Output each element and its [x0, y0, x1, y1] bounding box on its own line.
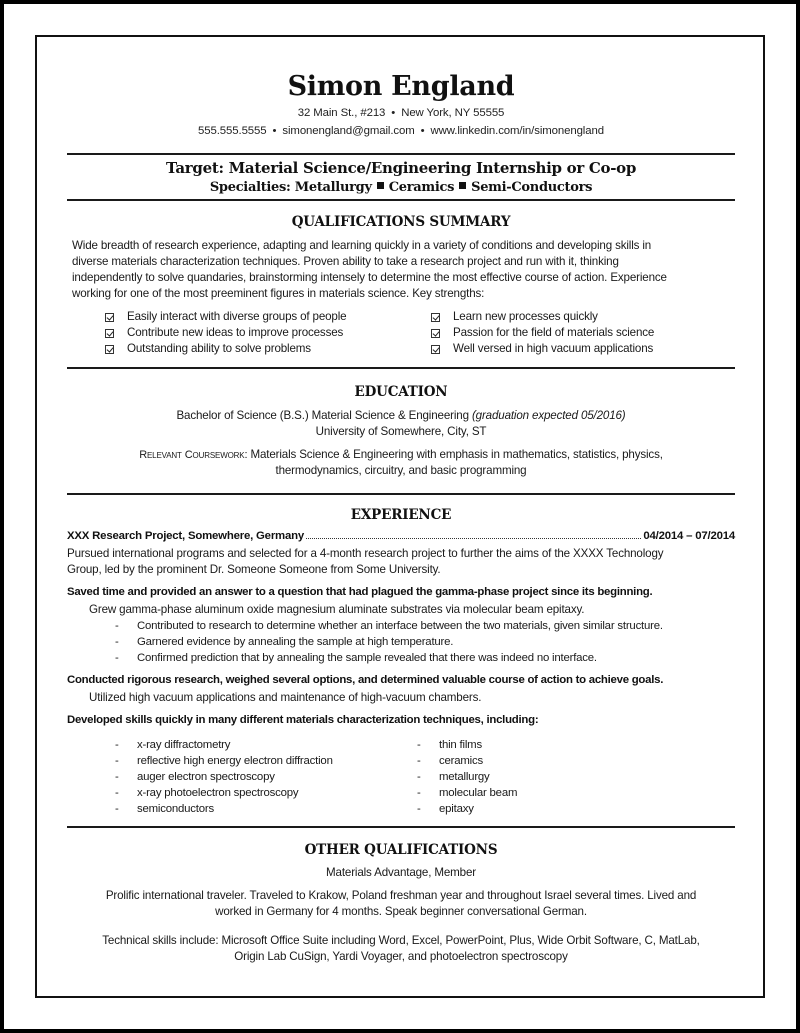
specialties-line: [67, 180, 735, 195]
text-line: Group, led by the prominent Dr. Someone Someone from Some University.: [67, 563, 441, 576]
technique-item: [417, 769, 517, 785]
text-line: Origin Lab CuSign, Yardi Voyager, and photoelectron spectroscopy: [234, 950, 568, 963]
job-heading: [67, 530, 735, 542]
section-title-qualifications: QUALIFICATIONS SUMMARY: [291, 214, 511, 230]
dash-bullet-icon: -: [115, 803, 119, 815]
dash-bullet-icon: -: [417, 787, 421, 799]
dash-bullet-icon: -: [115, 620, 119, 632]
technique-item: [417, 753, 517, 769]
coursework-label: Relevant Coursework:: [139, 449, 248, 461]
achievement-bullets: [115, 618, 663, 666]
section-title-education: EDUCATION: [354, 384, 448, 400]
technique-item: [115, 753, 333, 769]
techniques-right: [417, 737, 517, 817]
technique-text: x-ray diffractometry: [137, 739, 231, 751]
coursework: [67, 447, 735, 479]
bullet-item: [115, 618, 663, 634]
achievement-headline: Conducted rigorous research, weighed several options, and determined valuable course of action to achieve goals.: [67, 674, 664, 686]
bullet-item: [115, 634, 663, 650]
email-link[interactable]: simonengland@gmail.com: [282, 125, 415, 137]
dash-bullet-icon: -: [115, 755, 119, 767]
strength-item: [431, 341, 654, 357]
city: New York, NY 55555: [401, 107, 505, 119]
strength-item: [431, 309, 654, 325]
candidate-name: Simon England: [287, 71, 515, 102]
checkbox-checked-icon: [105, 313, 114, 322]
dash-bullet-icon: -: [417, 739, 421, 751]
achievement-headline: Saved time and provided an answer to a question that had plagued the gamma-phase project since its beginning.: [67, 586, 653, 598]
degree: Bachelor of Science (B.S.) Material Science & Engineering: [176, 409, 469, 422]
technique-item: [115, 801, 333, 817]
technique-item: [417, 785, 517, 801]
checkbox-checked-icon: [105, 329, 114, 338]
address: 32 Main St., #213: [297, 107, 386, 119]
linkedin-link[interactable]: www.linkedin.com/in/simonengland: [430, 125, 604, 137]
job-dates: 04/2014 – 07/2014: [643, 530, 735, 542]
strength-text: Learn new processes quickly: [453, 310, 598, 323]
bullet-separator: •: [420, 125, 425, 137]
contact-line: [67, 125, 735, 137]
graduation-date: (graduation expected 05/2016): [471, 409, 626, 422]
divider: [67, 826, 735, 828]
technique-text: molecular beam: [439, 787, 518, 799]
technique-text: x-ray photoelectron spectroscopy: [137, 787, 299, 799]
degree-line: [67, 408, 735, 424]
divider: [67, 493, 735, 495]
dotted-leader: [306, 538, 641, 539]
technique-item: [115, 737, 333, 753]
text-line: Wide breadth of research experience, adapting and learning quickly in a variety of conditions and developing skills in: [72, 239, 652, 252]
technique-text: semiconductors: [137, 803, 214, 815]
strength-item: [105, 341, 346, 357]
section-title-experience: EXPERIENCE: [350, 507, 452, 523]
bullet-item: [115, 650, 663, 666]
dash-bullet-icon: -: [115, 787, 119, 799]
job-title: XXX Research Project, Somewhere, Germany: [67, 530, 305, 542]
technical-skills: [67, 933, 735, 965]
technique-text: thin films: [439, 739, 482, 751]
address-line: [67, 107, 735, 119]
strengths-right: [431, 309, 654, 357]
dash-bullet-icon: -: [115, 636, 119, 648]
specialty: Metallurgy: [294, 180, 372, 195]
coursework-text: Materials Science & Engineering with emphasis in mathematics, statistics, physics,: [250, 448, 663, 461]
text-line: independently to solve quandaries, brainstorming intensely to determine the most effective course of action. Experience: [72, 271, 667, 284]
checkbox-checked-icon: [431, 313, 440, 322]
membership: Materials Advantage, Member: [326, 866, 476, 879]
divider: [67, 199, 735, 201]
technique-item: [417, 801, 517, 817]
job-summary: [67, 546, 735, 578]
strength-text: Passion for the field of materials science: [453, 326, 655, 339]
divider: [67, 153, 735, 155]
technique-text: epitaxy: [439, 803, 474, 815]
technique-item: [115, 769, 333, 785]
school: University of Somewhere, City, ST: [315, 425, 487, 438]
strength-item: [105, 325, 346, 341]
strength-item: [105, 309, 346, 325]
dash-bullet-icon: -: [417, 771, 421, 783]
techniques-left: [115, 737, 333, 817]
technique-item: [417, 737, 517, 753]
dash-bullet-icon: -: [417, 755, 421, 767]
technique-text: auger electron spectroscopy: [137, 771, 275, 783]
specialty: Semi-Conductors: [471, 180, 593, 195]
bullet-separator: •: [391, 107, 396, 119]
strength-text: Contribute new ideas to improve processes: [127, 326, 344, 339]
text-line: Pursued international programs and selected for a 4-month research project to further the aims of the XXXX Technology: [67, 547, 664, 560]
square-bullet-icon: [459, 182, 466, 189]
phone: 555.555.5555: [198, 125, 267, 137]
bullet-separator: •: [272, 125, 277, 137]
technique-text: metallurgy: [439, 771, 490, 783]
checkbox-checked-icon: [431, 345, 440, 354]
achievement-headline: Developed skills quickly in many different materials characterization techniques, including:: [67, 714, 539, 726]
strength-text: Well versed in high vacuum applications: [453, 342, 654, 355]
strengths-left: [105, 309, 346, 357]
achievement-detail: Grew gamma-phase aluminum oxide magnesium aluminate substrates via molecular beam epitaxy.: [89, 603, 585, 616]
text-line: Technical skills include: Microsoft Office Suite including Word, Excel, PowerPoint, Plus, Wide Orbit Software, C, MatLab,: [102, 934, 700, 947]
specialty: Ceramics: [388, 180, 455, 195]
text-line: worked in Germany for 4 months. Speak beginner conversational German.: [215, 905, 587, 918]
dash-bullet-icon: -: [115, 739, 119, 751]
divider: [67, 367, 735, 369]
target-title: Target: Material Science/Engineering Internship or Co-op: [165, 159, 637, 177]
achievement-detail: Utilized high vacuum applications and maintenance of high-vacuum chambers.: [89, 691, 482, 704]
travel-paragraph: [67, 888, 735, 920]
dash-bullet-icon: -: [417, 803, 421, 815]
specialties-label: Specialties:: [209, 180, 291, 195]
strength-text: Outstanding ability to solve problems: [127, 342, 311, 355]
technique-text: ceramics: [439, 755, 483, 767]
text-line: working for one of the most preeminent figures in materials science. Key strengths:: [72, 287, 485, 300]
technique-text: reflective high energy electron diffraction: [137, 755, 333, 767]
square-bullet-icon: [377, 182, 384, 189]
coursework-text: thermodynamics, circuitry, and basic programming: [275, 464, 527, 477]
bullet-text: Confirmed prediction that by annealing the sample revealed that there was indeed no interface.: [137, 652, 597, 664]
resume-page: [35, 35, 765, 998]
bullet-text: Contributed to research to determine whether an interface between the two materials, given similar structure.: [137, 620, 663, 632]
text-line: diverse materials characterization techniques. Proven ability to take a research project and run with it, thinking: [72, 255, 619, 268]
dash-bullet-icon: -: [115, 771, 119, 783]
section-title-other: OTHER QUALIFICATIONS: [304, 842, 498, 858]
bullet-text: Garnered evidence by annealing the sample at high temperature.: [137, 636, 454, 648]
checkbox-checked-icon: [105, 345, 114, 354]
dash-bullet-icon: -: [115, 652, 119, 664]
qualifications-paragraph: [72, 238, 740, 302]
text-line: Prolific international traveler. Traveled to Krakow, Poland freshman year and throughout Israel several times. Lived and: [105, 889, 697, 902]
strength-text: Easily interact with diverse groups of people: [127, 310, 347, 323]
technique-item: [115, 785, 333, 801]
strength-item: [431, 325, 654, 341]
checkbox-checked-icon: [431, 329, 440, 338]
